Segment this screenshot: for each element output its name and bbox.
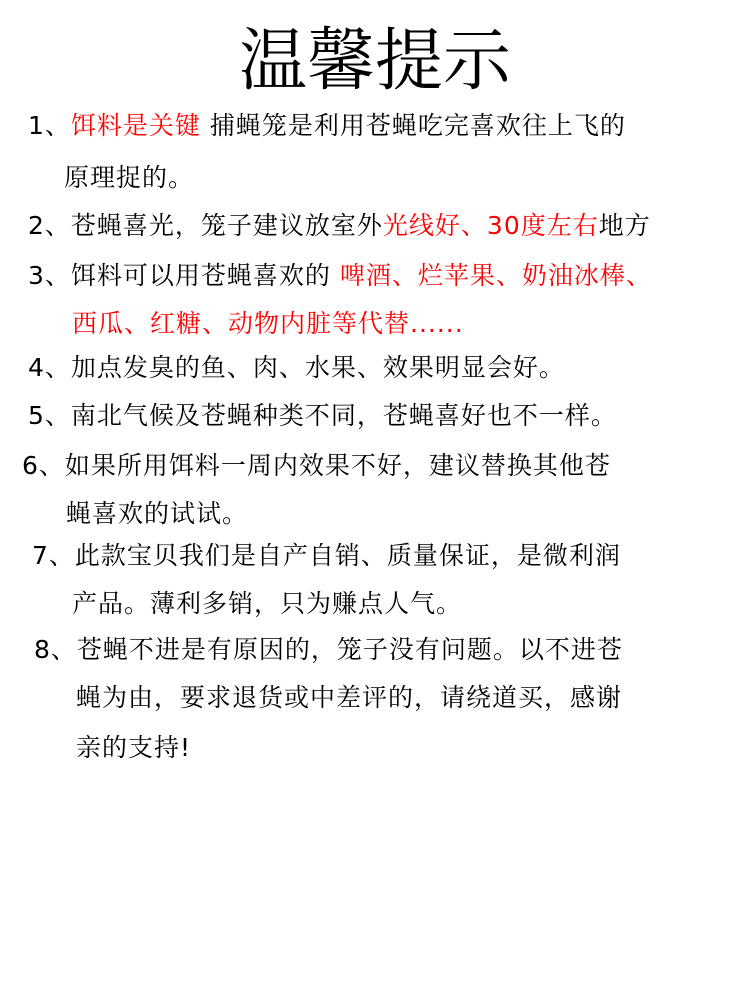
tip-3-highlight: 啤酒、烂苹果、奶油冰棒、 <box>339 261 652 290</box>
tip-1-number: 1、 <box>28 111 71 140</box>
tip-8-number: 8、 <box>34 635 77 664</box>
tip-3-text-pre: 饵料可以用苍蝇喜欢的 <box>70 261 340 290</box>
tip-4-text: 加点发臭的鱼、肉、水果、效果明显会好。 <box>70 353 565 382</box>
tip-4-number: 4、 <box>28 353 71 382</box>
tip-6-text: 如果所用饵料一周内效果不好，建议替换其他苍 <box>64 451 611 480</box>
tip-2-text-post: 地方 <box>598 211 651 240</box>
tip-8-text: 苍蝇不进是有原因的，笼子没有问题。以不进苍 <box>76 635 623 664</box>
tip-1-line-2: 原理捉的。 <box>64 163 195 192</box>
tip-1-line-1 <box>28 110 626 142</box>
tip-7-line-2: 产品。薄利多销，只为赚点人气。 <box>72 589 463 618</box>
tip-1-highlight: 饵料是关键 <box>70 111 201 140</box>
tip-6-line-2: 蝇喜欢的试试。 <box>66 499 249 528</box>
tip-2-highlight: 光线好、30度左右 <box>382 211 599 240</box>
tip-7-number: 7、 <box>32 541 75 570</box>
tip-7-line-1 <box>32 540 621 572</box>
page-title: 温馨提示 <box>238 22 511 101</box>
tip-2-line-1 <box>28 210 651 242</box>
tip-8-line-3: 亲的支持! <box>76 733 192 762</box>
tip-7-text: 此款宝贝我们是自产自销、质量保证，是微利润 <box>74 541 621 570</box>
tip-5-text: 南北气候及苍蝇种类不同，苍蝇喜好也不一样。 <box>70 401 617 430</box>
tip-5-number: 5、 <box>28 401 71 430</box>
tip-3-number: 3、 <box>28 261 71 290</box>
tip-3-line-2: 西瓜、红糖、动物内脏等代替...... <box>72 309 464 338</box>
tip-2-number: 2、 <box>28 211 71 240</box>
tip-3-line-1 <box>28 260 652 292</box>
tip-1-text: 捕蝇笼是利用苍蝇吃完喜欢往上飞的 <box>200 111 626 140</box>
tip-2-text-pre: 苍蝇喜光，笼子建议放室外 <box>70 211 383 240</box>
tip-8-line-1 <box>34 634 623 666</box>
tip-8-line-2: 蝇为由，要求退货或中差评的，请绕道买，感谢 <box>76 683 623 712</box>
tip-5-line-1 <box>28 400 617 432</box>
tip-6-line-1 <box>22 450 611 482</box>
tip-4-line-1 <box>28 352 565 384</box>
tip-6-number: 6、 <box>22 451 65 480</box>
